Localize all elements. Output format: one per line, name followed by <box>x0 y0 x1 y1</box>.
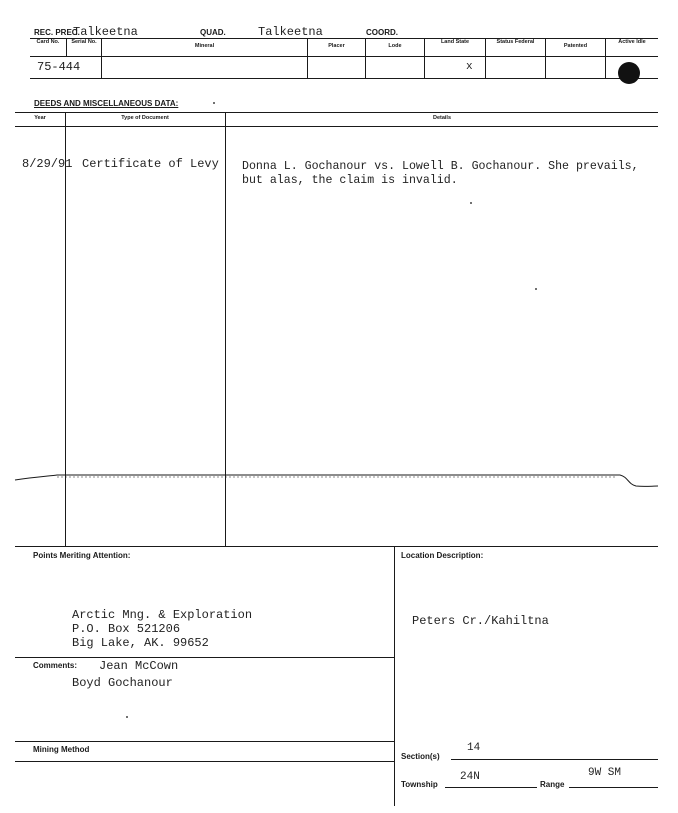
col-active-idle: Active Idle <box>618 39 646 45</box>
deed-details-line2: but alas, the claim is invalid. <box>242 174 458 187</box>
col-lode: Lode <box>388 43 402 49</box>
mining-method-bottom-rule <box>15 761 394 762</box>
active-status-dot <box>618 62 640 84</box>
rec-prec-label: REC. PREC. <box>34 28 80 37</box>
land-state-mark: x <box>466 61 473 73</box>
col-placer: Placer <box>328 43 345 49</box>
speck <box>470 202 472 204</box>
col-mineral: Mineral <box>194 43 215 49</box>
points-line1: Arctic Mng. & Exploration <box>72 608 253 622</box>
deeds-header-rule <box>15 126 658 127</box>
location-value: Peters Cr./Kahiltna <box>412 614 549 628</box>
range-underline <box>569 787 658 788</box>
speck <box>213 102 215 104</box>
header-top-rule <box>30 38 658 39</box>
range-label: Range <box>540 780 565 789</box>
header-bottom-rule <box>30 78 658 79</box>
points-line2: P.O. Box 521206 <box>72 622 181 636</box>
copy-seam-line <box>0 466 678 496</box>
township-underline <box>445 787 537 788</box>
rec-prec-value: Talkeetna <box>73 25 138 39</box>
comments-line1: Jean McCown <box>99 659 179 673</box>
col-year: Year <box>34 115 46 121</box>
deed-type: Certificate of Levy <box>82 157 219 171</box>
deed-details-line1: Donna L. Gochanour vs. Lowell B. Gochanour. She prevails, <box>242 160 639 173</box>
comments-line2: Boyd Gochanour <box>72 676 173 690</box>
range-value: 9W SM <box>588 767 622 779</box>
comments-label: Comments: <box>33 661 78 670</box>
deeds-bottom-rule <box>15 546 658 547</box>
speck <box>126 716 128 718</box>
deeds-top-rule <box>15 112 658 113</box>
bottom-center-divider <box>394 546 395 806</box>
header-mid-rule <box>30 56 658 57</box>
township-label: Township <box>401 780 438 789</box>
col-serial-no: Serial No. <box>71 39 97 45</box>
col-details: Details <box>432 115 452 121</box>
deed-year: 8/29/91 <box>22 157 73 171</box>
col-type: Type of Document <box>121 115 169 121</box>
section-label: Section(s) <box>401 752 440 761</box>
coord-label: COORD. <box>366 28 398 37</box>
col-card-no: Card No. <box>36 39 60 45</box>
deeds-section-title: DEEDS AND MISCELLANEOUS DATA: <box>34 99 179 108</box>
location-label: Location Description: <box>401 551 484 560</box>
quad-label: QUAD. <box>200 28 226 37</box>
section-underline <box>451 759 658 760</box>
mining-method-label: Mining Method <box>33 745 90 754</box>
section-value: 14 <box>467 742 481 754</box>
speck <box>535 288 537 290</box>
quad-value: Talkeetna <box>258 25 323 39</box>
comments-top-rule <box>15 657 394 658</box>
card-no-value: 75-444 <box>37 60 81 74</box>
col-land-state: Land State <box>440 39 470 45</box>
points-label: Points Meriting Attention: <box>33 551 131 560</box>
col-status-federal: Status Federal <box>496 39 535 45</box>
mining-method-top-rule <box>15 741 394 742</box>
col-patented: Patented <box>563 43 588 49</box>
points-line3: Big Lake, AK. 99652 <box>72 636 209 650</box>
township-value: 24N <box>460 771 480 783</box>
